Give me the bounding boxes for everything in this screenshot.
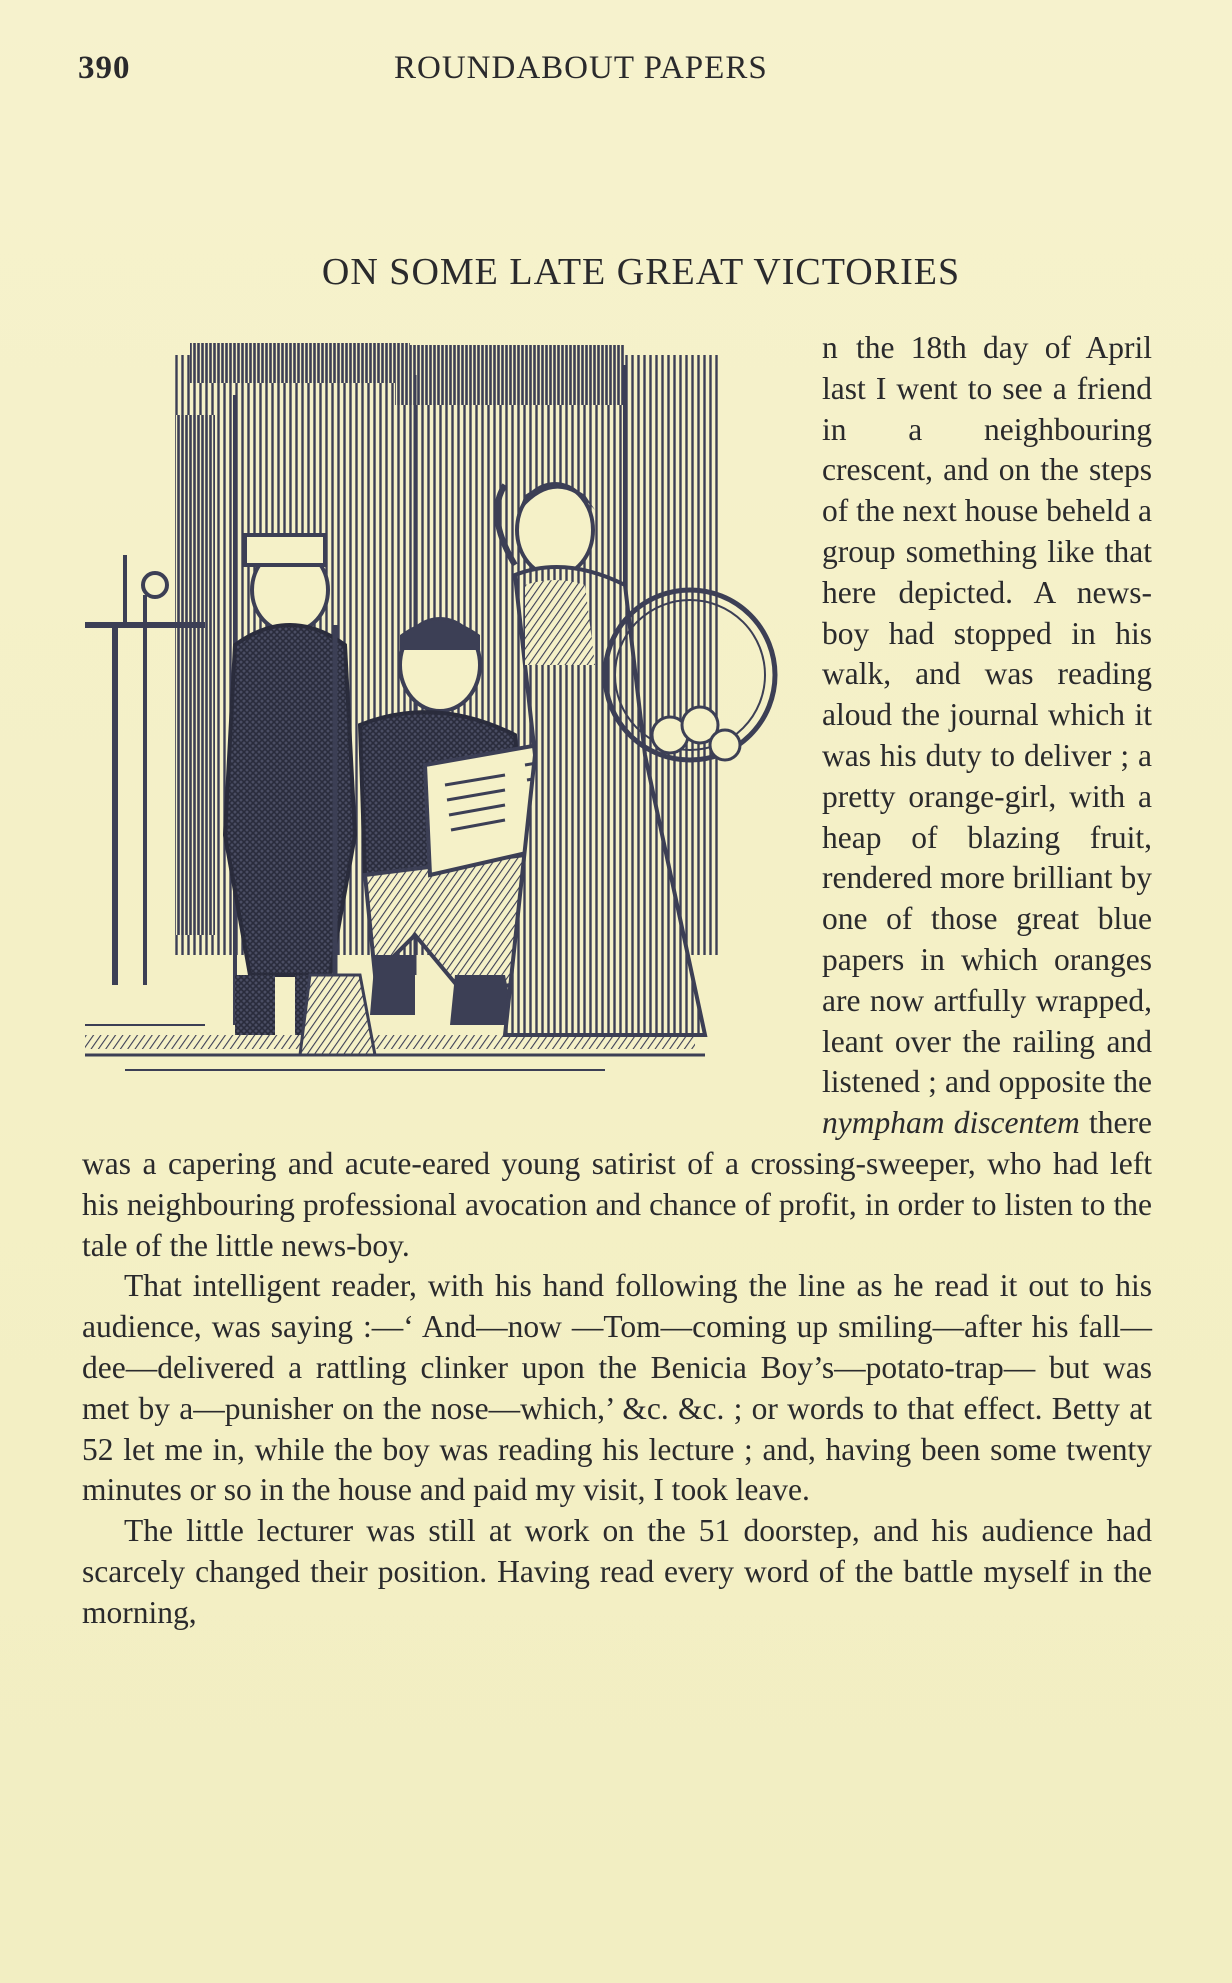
page-number: 390	[78, 50, 131, 86]
paragraph-1-text-a: the 18th day of April last I went to see a friend in a neighbouring crescent, and on the steps of the next house beheld a group something like that here depicted. A news-boy had stopped in his walk, and was reading aloud the journal which it was his duty to deliver ; a pretty orange-girl, with a heap of blazing fruit, rendered more brilliant by one of those great blue papers in which oranges are now artfully wrapped, leant over the railing and listened ; and opposite the	[822, 330, 1152, 1100]
paragraph-1-text-b: there was a capering and acute-eared young satirist of a crossing-sweeper, who had left his neighbouring professional avocation and chance of profit, in order to listen to the tale of the little news-boy.	[82, 1105, 1152, 1263]
running-title: ROUNDABOUT PAPERS	[394, 50, 768, 86]
body-text	[82, 328, 1152, 1634]
paragraph-1-italic: nympham discentem	[822, 1105, 1080, 1141]
illustration-wrap-spacer	[82, 328, 822, 1132]
chapter-title: ON SOME LATE GREAT VICTORIES	[321, 251, 961, 293]
dropcap: n	[822, 330, 840, 365]
running-head	[78, 50, 1154, 100]
paragraph-2: That intelligent reader, with his hand following the line as he read it out to his audience, was saying :—‘ And—now —Tom—coming up smiling—after his fall—dee—delivered a rattling clinker upon the Benicia Boy’s—potato-trap— but was met by a—punisher on the nose—which,’ &c. &c. ; or words to that effect. Betty at 52 let me in, while the boy was reading his lecture ; and, having been some twenty minutes or so in the house and paid my visit, I took leave.	[82, 1268, 1152, 1508]
paragraph-3: The little lecturer was still at work on the 51 doorstep, and his audience had scarcely changed their position. Having read every word of the battle myself in the morning,	[82, 1513, 1152, 1630]
